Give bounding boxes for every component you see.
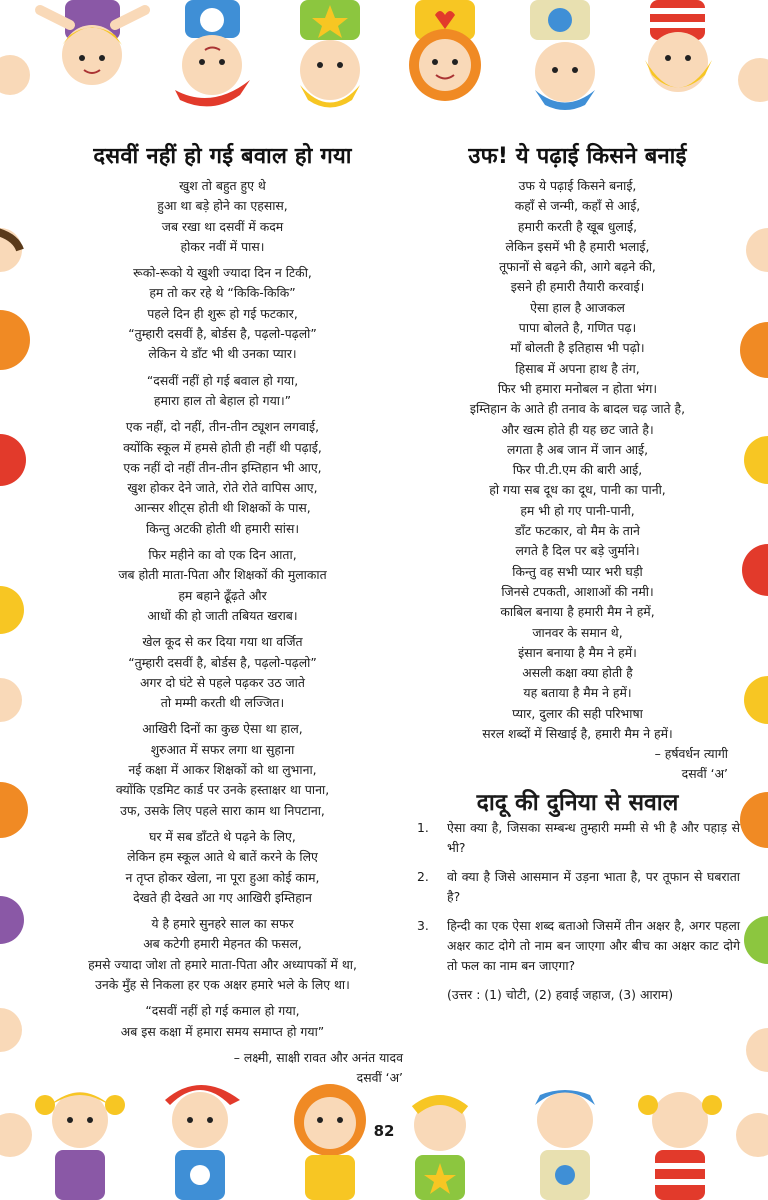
kid-illustration	[294, 1084, 366, 1200]
poem-line: माँ बोलती है इतिहास भी पढ़ो।	[510, 340, 645, 356]
right-poem-class: दसवीं ‘अ’	[681, 766, 728, 782]
stanza	[30, 417, 415, 539]
poem-line: हुआ था बड़े होने का एहसास,	[157, 198, 288, 214]
poem-line: हमसे ज्यादा जोश तो हमारे माता-पिता और अध्यापकों में था,	[88, 956, 357, 972]
left-poem-class: दसवीं ‘अ’	[356, 1069, 403, 1085]
left-poem-author: – लक्ष्मी, साक्षी रावत और अनंत यादव	[233, 1049, 403, 1065]
poem-line: अगर दो घंटे से पहले पढ़कर उठ जाते	[140, 674, 305, 690]
left-poem-title: दसवीं नहीं हो गई बवाल हो गया	[93, 144, 352, 169]
poem-line: लेकिन ये डाँट भी थी उनका प्यार।	[148, 346, 297, 362]
poem-line: फिर भी हमारा मनोबल न होता भंग।	[497, 380, 658, 396]
poem-line: हिसाब में अपना हाथ है तंग,	[515, 360, 640, 376]
poem-line: घर में सब डाँटते थे पढ़ने के लिए,	[149, 828, 296, 844]
quiz-answer: (उत्तर : (1) चोटी, (2) हवाई जहाज, (3) आराम)	[447, 987, 674, 1002]
kid-illustration	[409, 0, 481, 101]
poem-line: सरल शब्दों में सिखाई है, हमारी मैम ने हमें।	[482, 726, 673, 742]
poem-line: तो मम्मी करती थी लज्जित।	[160, 695, 285, 711]
question-text: ऐसा क्या है, जिसका सम्बन्ध तुम्हारी मम्मी से भी है और पहाड़ से भी?	[447, 820, 740, 855]
right-poem-title: उफ! ये पढ़ाई किसने बनाई	[468, 144, 687, 169]
poem-line: “दसवीं नहीं हो गई कमाल हो गया,	[145, 1003, 300, 1019]
right-poem-author: – हर्षवर्धन त्यागी	[654, 746, 728, 762]
poem-line: और खत्म होते ही यह छट जाते है।	[501, 421, 654, 437]
quiz-question	[415, 818, 740, 858]
poem-line: आधों की हो जाती तबियत खराब।	[147, 607, 298, 623]
stanza	[30, 1001, 415, 1042]
kid-illustration	[414, 1099, 466, 1200]
poem-line: क्योंकि स्कूल में हमसे होती ही नहीं थी पढ़ाई,	[123, 439, 322, 455]
stanza	[30, 914, 415, 995]
poem-line: उफ ये पढ़ाई किसने बनाई,	[518, 178, 637, 193]
poem-line: ऐसा हाल है आजकल	[530, 299, 625, 315]
kid-illustration	[40, 0, 145, 85]
stanza	[30, 176, 415, 257]
question-number: 1.	[417, 820, 429, 835]
question-text: हिन्दी का एक ऐसा शब्द बताओ जिसमें तीन अक्षर है, अगर पहला अक्षर काट दोगे तो नाम बन जाएगा और बीच का अक्षर काट दोगे तो फल का नाम बन जाएगा?	[447, 918, 740, 973]
poem-line: फिर पी.टी.एम की बारी आई,	[512, 462, 643, 478]
poem-line: आखिरी दिनों का कुछ ऐसा था हाल,	[142, 721, 303, 737]
stanza	[30, 263, 415, 364]
poem-line: जब होती माता-पिता और शिक्षकों की मुलाकात	[118, 567, 327, 583]
poem-line: हो गया सब दूध का दूध, पानी का पानी,	[489, 482, 666, 498]
right-poem-body	[415, 176, 740, 744]
poem-line: अब कटेगी हमारी मेहनत की फसल,	[143, 936, 302, 952]
left-poem-body	[30, 176, 415, 1042]
poem-line: खेल कूद से कर दिया गया था वर्जित	[142, 634, 303, 650]
poem-line: इम्तिहान के आते ही तनाव के बादल चढ़ जाते है,	[469, 401, 686, 417]
poem-line: नई कक्षा में आकर शिक्षकों को था लुभाना,	[128, 762, 317, 778]
poem-line: “तुम्हारी दसवीं है, बोर्डस है, पढ़लो-पढ़लो”	[128, 654, 317, 670]
poem-line: जिनसे टपकती, आशाओं की नमी।	[501, 583, 654, 599]
poem-line: लेकिन हम स्कूल आते थे बातें करने के लिए	[127, 849, 318, 865]
poem-line: डाँट फटकार, वो मैम के ताने	[515, 523, 640, 539]
kid-illustration	[638, 1092, 722, 1200]
kid-illustration	[35, 1092, 125, 1200]
poem-line: फिर महीने का वो एक दिन आता,	[148, 547, 297, 563]
poem-line: हम तो कर रहे थे “किकि-किकि”	[149, 285, 296, 301]
poem-line: पहले दिन ही शुरू हो गई फटकार,	[147, 305, 298, 321]
poem-line: शुरुआत में सफर लगा था सुहाना	[150, 741, 295, 757]
poem-line: उफ, उसके लिए पहले सारा काम था निपटाना,	[120, 802, 325, 818]
right-poem	[415, 140, 740, 784]
poem-line: एक नहीं दो नहीं तीन-तीन इम्तिहान भी आए,	[123, 459, 322, 475]
poem-line: हम बहाने ढूँढ़ते और	[178, 587, 267, 603]
poem-line: काबिल बनाया है हमारी मैम ने हमें,	[500, 604, 655, 620]
poem-line: क्योंकि एडमिट कार्ड पर उनके हस्ताक्षर था पाना,	[115, 782, 330, 798]
poem-line: खुश तो बहुत हुए थे	[179, 178, 266, 193]
quiz-question	[415, 867, 740, 907]
quiz-title: दादू की दुनिया से सवाल	[476, 790, 679, 816]
poem-line: ये है हमारे सुनहरे साल का सफर	[151, 916, 294, 932]
poem-line: लगते है दिल पर बड़े जुर्माने।	[515, 543, 640, 559]
kid-illustration	[175, 0, 250, 106]
stanza	[30, 632, 415, 713]
poem-line: तूफानों से बढ़ने की, आगे बढ़ने की,	[499, 259, 656, 275]
poem-line: लगता है अब जान में जान आई,	[506, 441, 649, 457]
poem-line: जानवर के समान थे,	[532, 624, 623, 640]
top-kids-border	[0, 0, 768, 120]
poem-line: जब रखा था दसवीं में कदम	[161, 218, 284, 234]
question-text: वो क्या है जिसे आसमान में उड़ना भाता है, पर तूफान से घबराता है?	[447, 869, 740, 904]
left-poem	[30, 140, 415, 1088]
poem-line: प्यार, दुलार की सही परिभाषा	[512, 705, 643, 721]
poem-line: हमारी करती है खूब धुलाई,	[517, 218, 638, 234]
poem-line: होकर नवीं में पास।	[180, 238, 265, 254]
stanza	[30, 827, 415, 908]
poem-line: कहाँ से जन्मी, कहाँ से आई,	[514, 198, 641, 214]
kid-illustration	[645, 0, 712, 92]
poem-line: रूको-रूको ये खुशी ज्यादा दिन न टिकी,	[133, 265, 312, 281]
poem-line: हमारा हाल तो बेहाल हो गया।”	[153, 392, 292, 408]
poem-line: लेकिन इसमें भी है हमारी भलाई,	[505, 238, 650, 254]
question-number: 3.	[417, 918, 429, 933]
kid-illustration	[300, 0, 360, 108]
poem-line: इंसान बनाया है मैम ने हमें।	[518, 644, 637, 660]
kid-illustration	[530, 0, 595, 110]
kid-illustration	[535, 1090, 595, 1200]
quiz-question	[415, 916, 740, 976]
poem-line: आन्सर शीट्स होती थी शिक्षकों के पास,	[134, 500, 311, 516]
poem-line: अब इस कक्षा में हमारा समय समाप्त हो गया”	[120, 1023, 325, 1039]
poem-line: हम भी हो गए पानी-पानी,	[520, 502, 635, 518]
poem-line: इसने ही हमारी तैयारी करवाई।	[510, 279, 645, 295]
poem-line: न तृप्त होकर खेला, ना पूरा हुआ कोई काम,	[125, 869, 320, 885]
kid-illustration	[165, 1085, 240, 1200]
poem-line: असली कक्षा क्या होती है	[522, 665, 633, 681]
poem-line: एक नहीं, दो नहीं, तीन-तीन ट्यूशन लगवाई,	[125, 419, 320, 435]
page-number: 82	[373, 1122, 395, 1140]
poem-line: किन्तु वह सभी प्यार भरी घड़ी	[512, 563, 643, 579]
poem-line: यह बताया है मैम ने हमें।	[523, 685, 632, 701]
poem-line: उनके मुँह से निकला हर एक अक्षर हमारे भले के लिए था।	[95, 976, 350, 992]
question-number: 2.	[417, 869, 429, 884]
poem-line: खुश होकर देने जाते, रोते रोते वापिस आए,	[127, 480, 318, 496]
stanza	[30, 371, 415, 412]
poem-line: “तुम्हारी दसवीं है, बोर्डस है, पढ़लो-पढ़लो”	[128, 326, 317, 342]
poem-line: किन्तु अटकी होती थी हमारी सांस।	[145, 520, 300, 536]
poem-line: देखते ही देखते आ गए आखिरी इम्तिहान	[133, 889, 312, 905]
quiz-list	[415, 818, 740, 1005]
stanza	[30, 719, 415, 820]
poem-line: “दसवीं नहीं हो गई बवाल हो गया,	[146, 372, 299, 388]
stanza	[30, 545, 415, 626]
poem-line: पापा बोलते है, गणित पढ़।	[518, 320, 637, 336]
